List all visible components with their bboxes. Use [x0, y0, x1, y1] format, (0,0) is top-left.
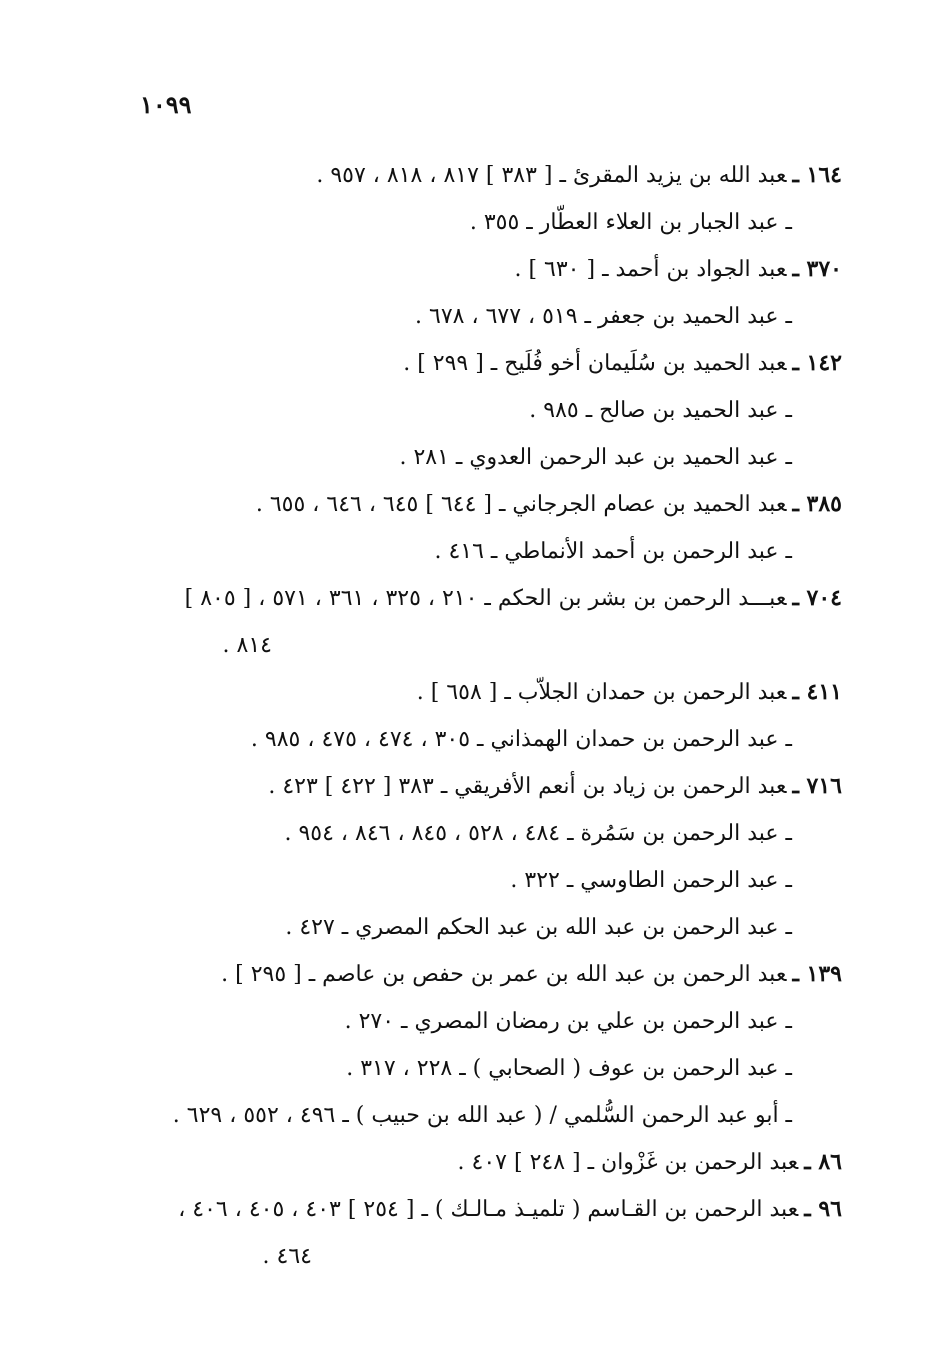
entry-text: ـ عبد الرحمن بن أحمد الأنماطي ـ ٤١٦ .	[434, 539, 792, 564]
index-entry	[92, 1186, 842, 1233]
index-entry	[122, 951, 842, 998]
entry-text: عبد الرحمن بن القـاسم ( تلميـذ مـالـك ) ـ [ ٢٥٤ ] ٤٠٣ ، ٤٠٥ ، ٤٠٦ ،	[178, 1197, 799, 1222]
index-entry	[122, 246, 842, 293]
index-entry	[122, 716, 842, 763]
entry-text: عبد الله بن يزيد المقرئ ـ [ ٣٨٣ ] ٨١٧ ، ٨١٨ ، ٩٥٧ .	[316, 163, 787, 188]
index-entry	[122, 340, 842, 387]
index-entry	[122, 763, 842, 810]
index-entries	[122, 152, 842, 1280]
index-entry	[122, 810, 842, 857]
entry-text: ـ عبد الرحمن بن حمدان الهمذاني ـ ٣٠٥ ، ٤٧٤ ، ٤٧٥ ، ٩٨٥ .	[250, 727, 792, 752]
entry-text: ـ عبد الجبار بن العلاء العطّار ـ ٣٥٥ .	[469, 210, 792, 235]
index-entry	[122, 481, 842, 528]
index-entry	[92, 575, 842, 622]
index-entry	[122, 199, 842, 246]
entry-text: ٤٦٤ .	[262, 1244, 312, 1269]
index-entry	[122, 152, 842, 199]
index-entry	[122, 293, 842, 340]
entry-number: ٣٧٠ ـ	[792, 256, 842, 282]
entry-number: ٧٠٤ ـ	[792, 585, 842, 611]
index-entry	[122, 1092, 842, 1139]
entry-text: عبد الرحمن بن غَزْوان ـ [ ٢٤٨ ] ٤٠٧ .	[457, 1150, 799, 1175]
entry-number: ١٦٤ ـ	[792, 162, 842, 188]
index-entry	[122, 998, 842, 1045]
index-entry	[122, 1045, 842, 1092]
entry-number: ٩٦ ـ	[804, 1196, 842, 1222]
entry-text: عبد الرحمن بن حمدان الجلاّب ـ [ ٦٥٨ ] .	[416, 680, 787, 705]
entry-number: ٣٨٥ ـ	[792, 491, 842, 517]
entry-text: عبد الحميد بن سُلَيمان أخو فُلَيح ـ [ ٢٩٩ ] .	[403, 351, 787, 376]
index-entry	[122, 1139, 842, 1186]
entry-number: ٧١٦ ـ	[792, 773, 842, 799]
entry-text: ـ أبو عبد الرحمن السُّلمي / ( عبد الله بن حبيب ) ـ ٤٩٦ ، ٥٥٢ ، ٦٢٩ .	[172, 1103, 792, 1128]
entry-text: ـ عبد الرحمن بن علي بن رمضان المصري ـ ٢٧٠ .	[344, 1009, 792, 1034]
entry-text: ـ عبد الحميد بن جعفر ـ ٥١٩ ، ٦٧٧ ، ٦٧٨ .	[415, 304, 792, 329]
entry-text: ـ عبد الرحمن بن عوف ( الصحابي ) ـ ٢٢٨ ، ٣١٧ .	[346, 1056, 792, 1081]
entry-text: عبـــد الرحمن بن بشر بن الحكم ـ ٢١٠ ، ٣٢٥ ، ٣٦١ ، ٥٧١ ، [ ٨٠٥ ]	[184, 586, 787, 611]
entry-text: عبد الجواد بن أحمد ـ [ ٦٣٠ ] .	[514, 257, 787, 282]
entry-number: ١٤٢ ـ	[792, 350, 842, 376]
entry-text: ـ عبد الرحمن الطاوسي ـ ٣٢٢ .	[510, 868, 792, 893]
index-entry	[122, 528, 842, 575]
entry-text: عبد الحميد بن عصام الجرجاني ـ [ ٦٤٤ ] ٦٤٥ ، ٦٤٦ ، ٦٥٥ .	[255, 492, 787, 517]
entry-text: ـ عبد الحميد بن عبد الرحمن العدوي ـ ٢٨١ .	[399, 445, 792, 470]
index-entry	[122, 857, 842, 904]
index-entry	[122, 669, 842, 716]
index-entry	[122, 387, 842, 434]
index-entry-continuation	[122, 622, 842, 669]
entry-number: ٨٦ ـ	[804, 1149, 842, 1175]
index-entry	[122, 904, 842, 951]
entry-text: ـ عبد الرحمن بن عبد الله بن عبد الحكم المصري ـ ٤٢٧ .	[285, 915, 792, 940]
entry-text: ٨١٤ .	[222, 633, 272, 658]
entry-text: ـ عبد الحميد بن صالح ـ ٩٨٥ .	[529, 398, 792, 423]
index-entry-continuation	[122, 1233, 842, 1280]
entry-text: ـ عبد الرحمن بن سَمُرة ـ ٤٨٤ ، ٥٢٨ ، ٨٤٥ ، ٨٤٦ ، ٩٥٤ .	[284, 821, 792, 846]
entry-number: ٤١١ ـ	[792, 679, 842, 705]
index-entry	[122, 434, 842, 481]
entry-number: ١٣٩ ـ	[792, 961, 842, 987]
entry-text: عبد الرحمن بن عبد الله بن عمر بن حفص بن عاصم ـ [ ٢٩٥ ] .	[221, 962, 787, 987]
entry-text: عبد الرحمن بن زياد بن أنعم الأفريقي ـ ٣٨٣ [ ٤٢٢ ] ٤٢٣ .	[268, 774, 787, 799]
page-number: ١٠٩٩	[140, 90, 192, 119]
